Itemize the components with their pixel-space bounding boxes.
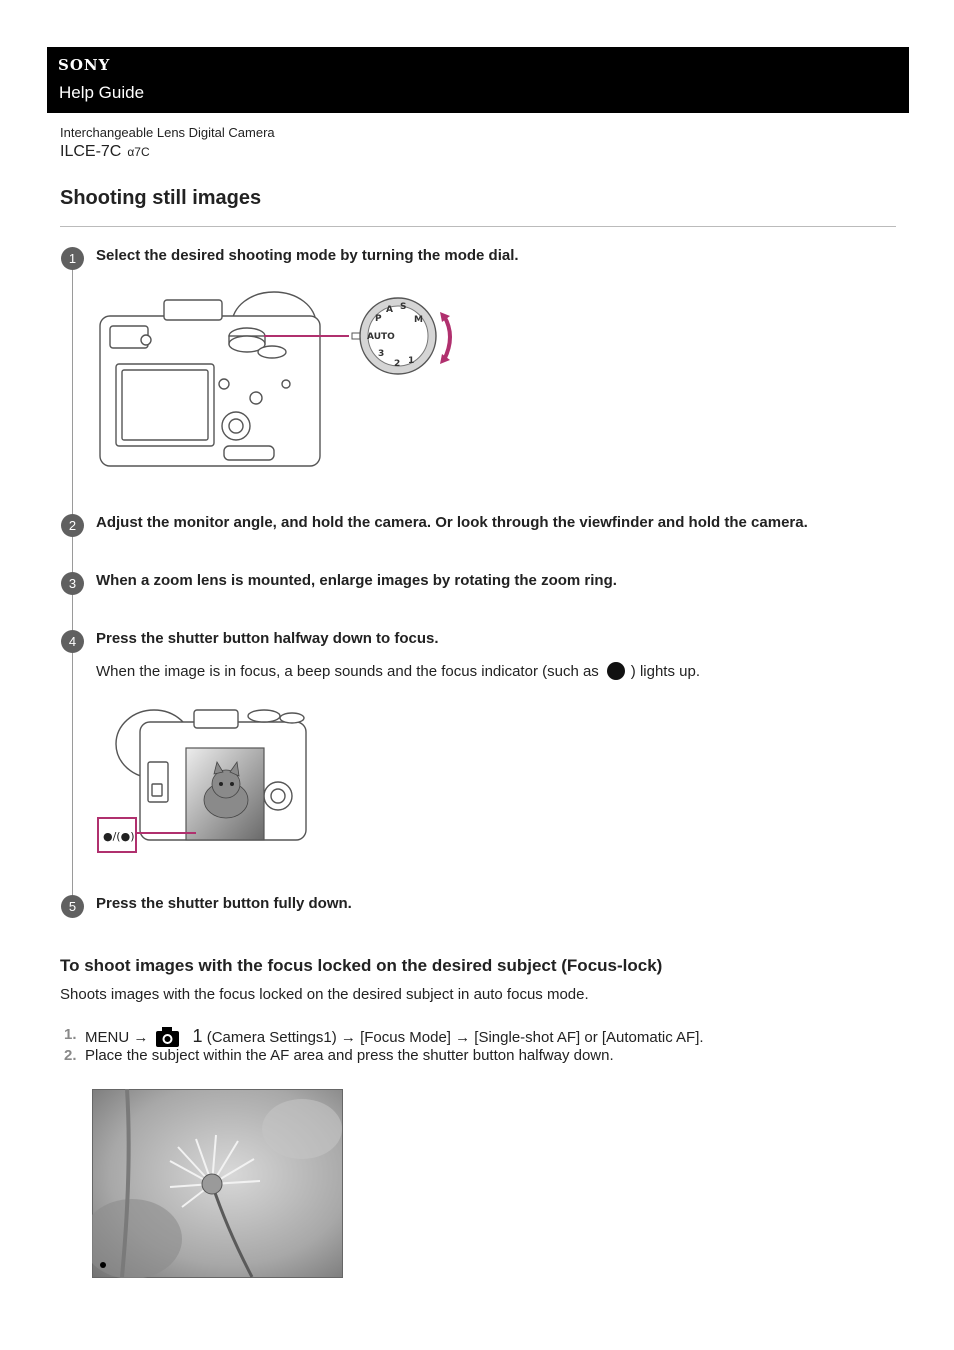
step-number-2: 2 (61, 514, 84, 537)
camera-settings-icon (155, 1026, 191, 1048)
step-number-5: 5 (61, 895, 84, 918)
product-type: Interchangeable Lens Digital Camera (60, 125, 275, 140)
step-number-4: 4 (61, 630, 84, 653)
model-number: ILCE-7C (60, 143, 122, 160)
focus-indicator-icon (607, 662, 625, 680)
page-title: Shooting still images (60, 187, 262, 209)
dial-label-2: 2 (394, 359, 401, 369)
step-4-description-after: ) lights up. (630, 663, 700, 680)
dial-label-auto: AUTO (367, 332, 395, 342)
step-text-1: Select the desired shooting mode by turning the mode dial. (96, 247, 519, 264)
dial-label-p: P (375, 314, 382, 324)
camera-mode-dial-illustration (94, 286, 464, 476)
dial-label-1: 1 (408, 356, 415, 366)
step-number-3: 3 (61, 572, 84, 595)
focus-indicator-label: ●/(●) (103, 830, 135, 843)
list-number: 1. (64, 1026, 77, 1043)
dial-label-m: M (414, 315, 423, 325)
list-text (85, 1026, 704, 1048)
step-number-1: 1 (61, 247, 84, 270)
list-text-after: (Camera Settings1) → [Focus Mode] → [Single-shot AF] or [Automatic AF]. (206, 1029, 704, 1046)
help-guide-title[interactable]: Help Guide (59, 83, 145, 102)
dial-label-3: 3 (378, 349, 385, 359)
flower-photo (92, 1089, 343, 1278)
camera-focus-illustration (96, 700, 318, 856)
model-sub: α7C (127, 145, 150, 159)
list-text: Place the subject within the AF area and press the shutter button halfway down. (85, 1047, 614, 1064)
model-name (60, 143, 150, 161)
sony-logo: SONY (58, 56, 111, 74)
step-text-3: When a zoom lens is mounted, enlarge images by rotating the zoom ring. (96, 572, 617, 589)
header-bar (47, 47, 909, 113)
step-text-2: Adjust the monitor angle, and hold the camera. Or look through the viewfinder and hold the camera. (96, 514, 808, 531)
dial-label-s: S (400, 302, 407, 312)
dial-label-a: A (386, 305, 393, 315)
camera-settings-icon-number: 1 (192, 1026, 203, 1046)
list-number: 2. (64, 1047, 77, 1064)
step-4-description-before: When the image is in focus, a beep sounds and the focus indicator (such as (96, 663, 599, 680)
title-divider (60, 226, 896, 227)
focus-lock-description: Shoots images with the focus locked on the desired subject in auto focus mode. (60, 986, 589, 1003)
focus-lock-heading: To shoot images with the focus locked on the desired subject (Focus-lock) (60, 956, 663, 975)
list-text-before: MENU → (85, 1029, 149, 1046)
step-text-4: Press the shutter button halfway down to focus. (96, 630, 439, 647)
step-4-description (96, 662, 700, 680)
step-text-5: Press the shutter button fully down. (96, 895, 352, 912)
